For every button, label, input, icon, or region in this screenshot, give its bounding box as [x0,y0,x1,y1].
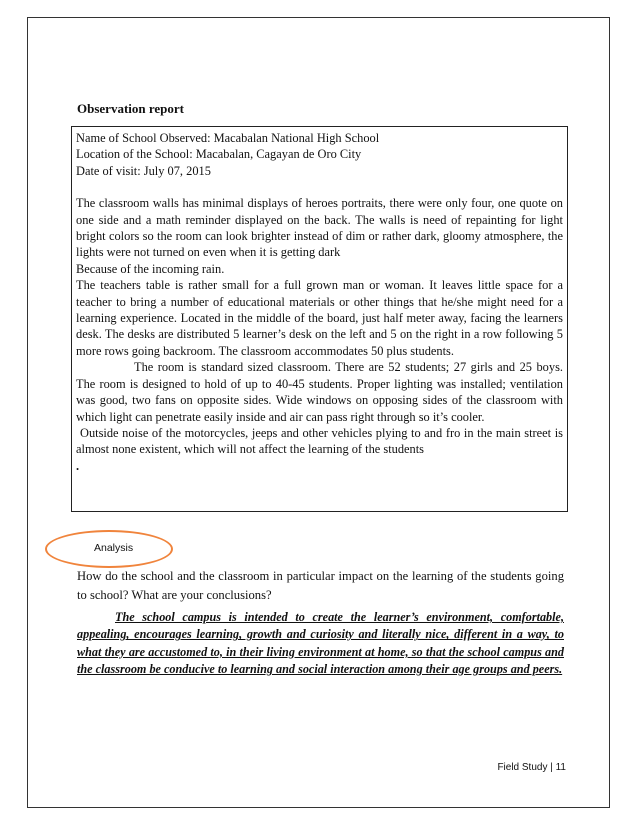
report-title: Observation report [77,101,184,116]
walls-paragraph: The classroom walls has minimal displays of heroes portraits, there were only four, one quote on one side and a math reminder displayed on the back. The walls is need of repainting for light bright colors so the room can look brighter instead of dim or rather dark, gloomy atmosphere, the lights were not turned on even when it is getting dark [76,196,563,260]
teacher-table-paragraph: The teachers table is rather small for a full grown man or woman. It leaves little space for a teacher to bring a number of educational materials or other things that he/she might need for a learning experience. Located in the middle of the board, just half meter away, facing the learners desk. The desks are distributed 5 learner’s desk on the left and 5 on the right in a row following 5 more rows going backroom. The classroom accommodates 50 plus students. [76,278,563,358]
spacer [76,179,563,195]
analysis-question: How do the school and the classroom in particular impact on the learning of the students going to school? What are your conclusions? [77,569,564,602]
noise-paragraph: Outside noise of the motorcycles, jeeps and other vehicles plying to and fro in the main street is almost none existent, which will not affect the learning of the students [76,425,563,457]
end-mark: . [76,458,80,473]
page-footer: Field Study | 11 [497,762,566,773]
analysis-callout [45,530,175,570]
school-name: Name of School Observed: Macabalan National High School [76,131,380,145]
analysis-label: Analysis [94,542,134,554]
room-paragraph: The room is standard sized classroom. There are 52 students; 27 girls and 25 boys. The room is designed to hold of up to 40-45 students. Proper lighting was installed; ventilation was good, two fans on opposite sides. Wide windows on opposing sides of the classroom with which light can penetrate easily inside and air can pass right through so it’s cooler. [76,360,563,424]
rain-paragraph: Because of the incoming rain. [76,261,225,276]
visit-date: Date of visit: July 07, 2015 [76,163,211,178]
observation-box [71,126,568,512]
school-location: Location of the School: Macabalan, Cagayan de Oro City [76,147,362,162]
analysis-answer: The school campus is intended to create the learner’s environment, comfortable, appealing, encourages learning, growth and curiosity and literally nice, different in a way, to what they are accustomed to, in their living environment at home, so that the school campus and the classroom be conducive to learning and social interaction among their age groups and peers. [77,610,564,677]
